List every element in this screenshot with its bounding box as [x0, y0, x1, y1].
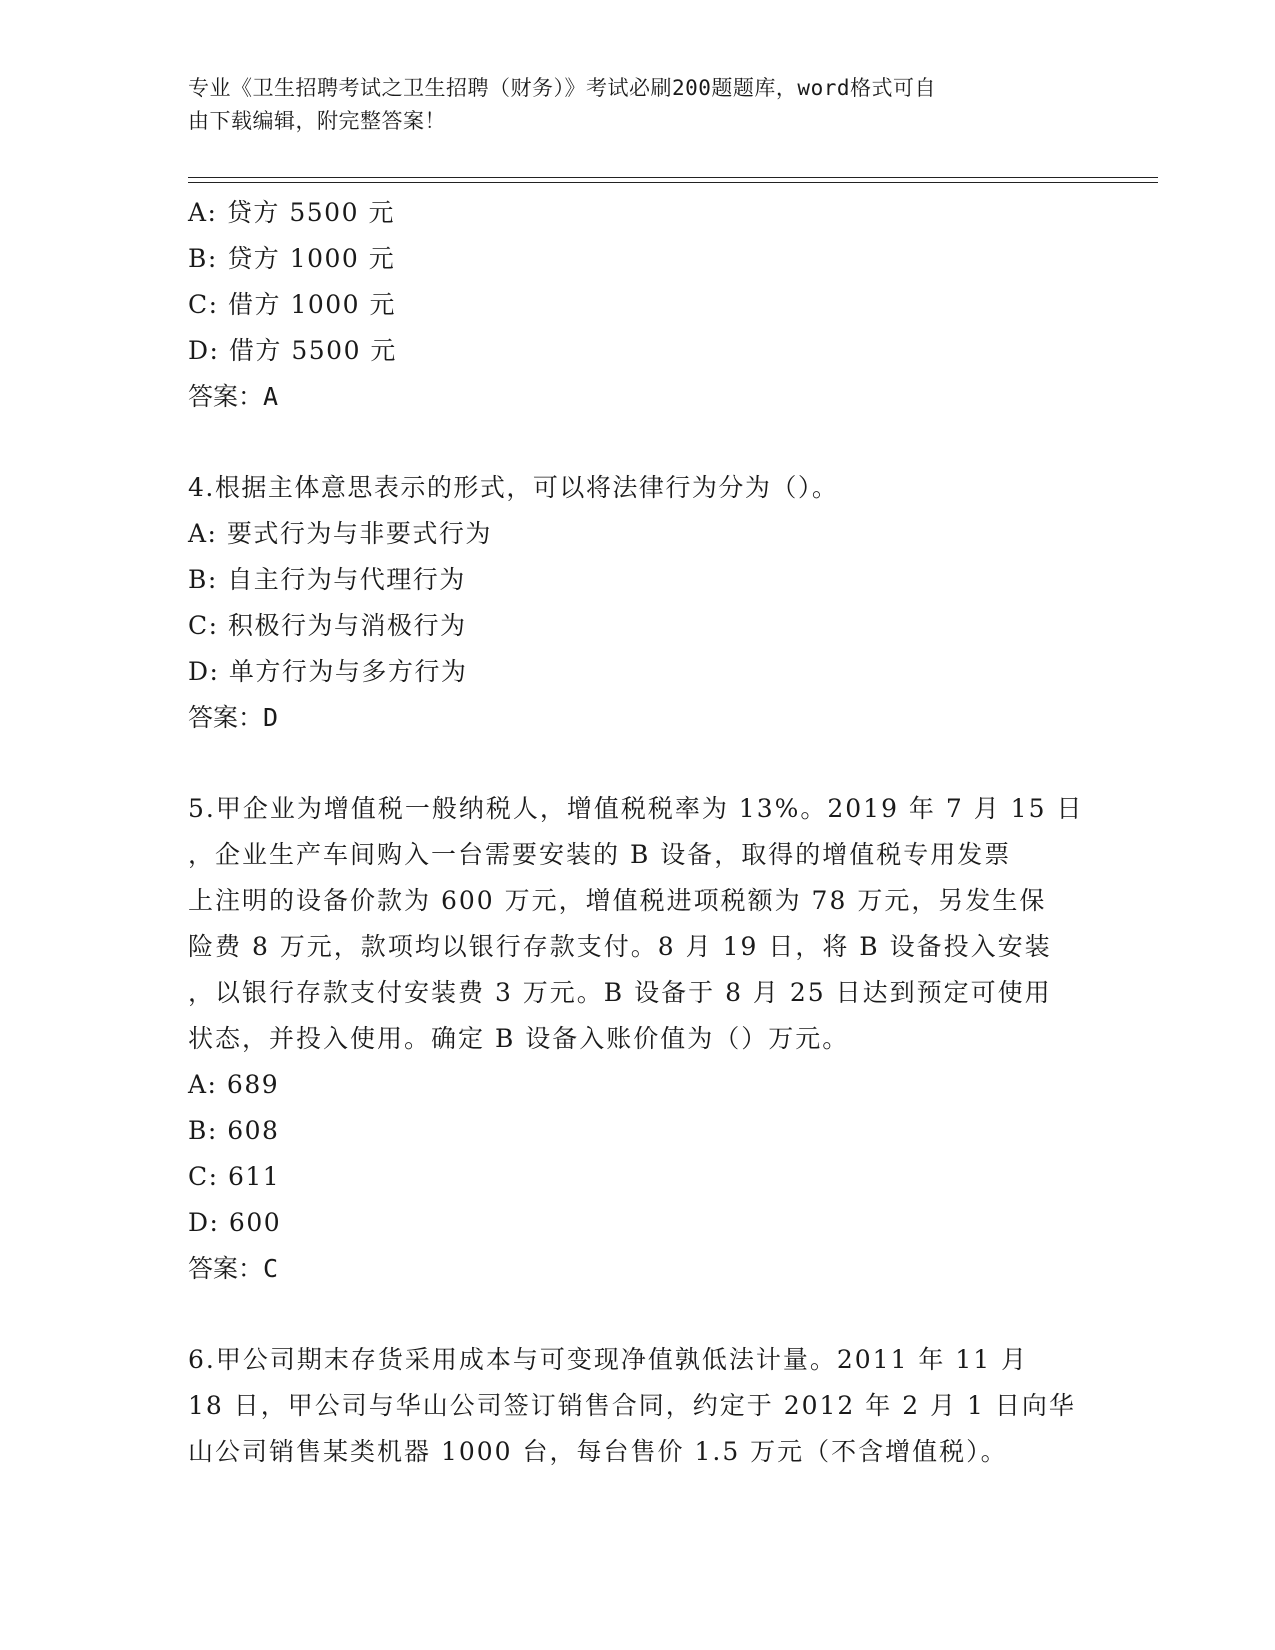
option-a: A: 689 [188, 1070, 280, 1099]
question-list [188, 190, 1088, 1475]
question-stem-line: 上注明的设备价款为 600 万元，增值税进项税额为 78 万元，另发生保 [188, 886, 1047, 915]
question-stem-line: 18 日，甲公司与华山公司签订销售合同，约定于 2012 年 2 月 1 日向华 [188, 1391, 1076, 1420]
answer-line: 答案：A [188, 382, 279, 411]
spacer [188, 1292, 1088, 1337]
header-divider-top [188, 177, 1158, 178]
question-stem-line: 状态，并投入使用。确定 B 设备入账价值为（）万元。 [188, 1024, 850, 1053]
answer-line: 答案：C [188, 1254, 279, 1283]
answer-line: 答案：D [188, 703, 279, 732]
question-stem: 4.根据主体意思表示的形式，可以将法律行为分为（）。 [188, 473, 839, 502]
document-header [188, 72, 1068, 138]
question-stem-line: 6.甲公司期末存货采用成本与可变现净值孰低法计量。2011 年 11 月 [188, 1345, 1029, 1374]
option-b: B: 贷方 1000 元 [188, 244, 396, 273]
question-stem-line: 险费 8 万元，款项均以银行存款支付。8 月 19 日，将 B 设备投入安装 [188, 932, 1052, 961]
option-d: D: 借方 5500 元 [188, 336, 397, 365]
question-6 [188, 1337, 1088, 1475]
option-a: A: 要式行为与非要式行为 [188, 519, 492, 548]
question-4 [188, 465, 1088, 741]
option-b: B: 自主行为与代理行为 [188, 565, 466, 594]
spacer [188, 420, 1088, 465]
option-d: D: 单方行为与多方行为 [188, 657, 468, 686]
header-divider-bottom [188, 182, 1158, 183]
option-d: D: 600 [188, 1208, 282, 1237]
header-line-2: 由下载编辑，附完整答案！ [188, 109, 446, 133]
question-stem-line: ，企业生产车间购入一台需要安装的 B 设备，取得的增值税专用发票 [188, 840, 1012, 869]
option-c: C: 借方 1000 元 [188, 290, 397, 319]
question-5 [188, 786, 1088, 1292]
option-b: B: 608 [188, 1116, 280, 1145]
spacer [188, 741, 1088, 786]
option-a: A: 贷方 5500 元 [188, 198, 395, 227]
question-3 [188, 190, 1088, 420]
question-stem-line: 山公司销售某类机器 1000 台，每台售价 1.5 万元（不含增值税）。 [188, 1437, 1008, 1466]
question-stem-line: 5.甲企业为增值税一般纳税人，增值税税率为 13%。2019 年 7 月 15 日 [188, 794, 1084, 823]
option-c: C: 积极行为与消极行为 [188, 611, 467, 640]
option-c: C: 611 [188, 1162, 281, 1191]
question-stem-line: ，以银行存款支付安装费 3 万元。B 设备于 8 月 25 日达到预定可使用 [188, 978, 1052, 1007]
header-line-1: 专业《卫生招聘考试之卫生招聘（财务）》考试必刷200题题库，word格式可自 [188, 76, 936, 100]
